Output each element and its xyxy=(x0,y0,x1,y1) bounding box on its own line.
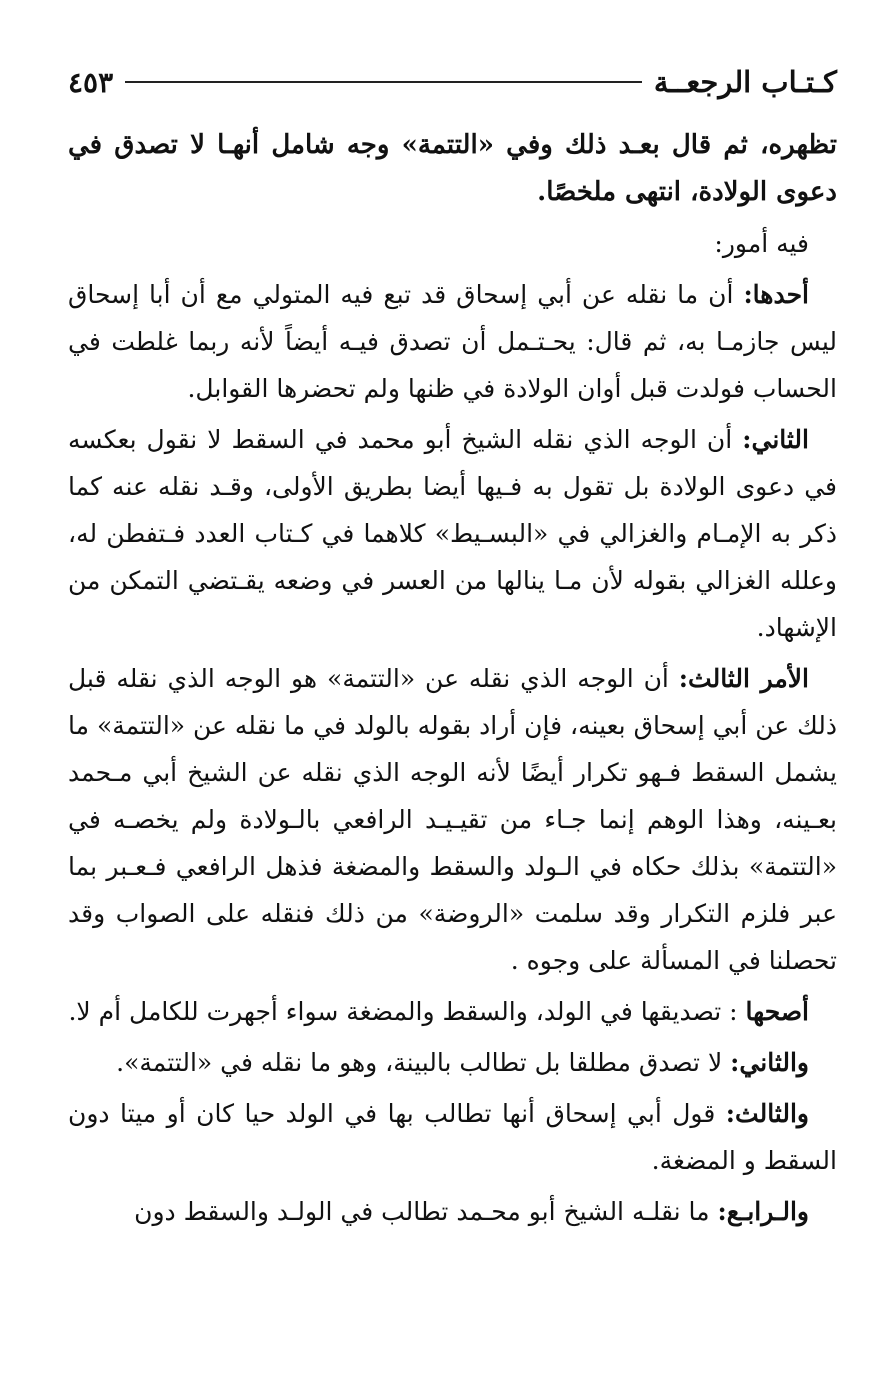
paragraph-lead: أصحها xyxy=(745,997,809,1026)
paragraph-text: أن ما نقله عن أبي إسحاق قد تبع فيه المتولي مع أن أبا إسحاق ليس جازمـا به، ثم قال: يحـتـمل أن تصدق فيـه أيضاً لأنه ربما غلطت في الحساب فولدت قبل أوان الولادة في ظنها ولم تحضرها القوابل. xyxy=(68,280,837,403)
paragraph-third-point xyxy=(68,655,837,984)
paragraph-first-point xyxy=(68,271,837,412)
paragraph-text: أن الوجه الذي نقله عن «التتمة» هو الوجه الذي نقله قبل ذلك عن أبي إسحاق بعينه، فإن أراد بقوله بالولد في ما نقله عن «التتمة» ما يشمل السقط فـهو تكرار أيضًا لأنه الوجه الذي نقله عن الشيخ أبي مـحمد بعـينه، وهذا الوهم إنما جـاء من تقيـيـد الرافعي بالـولادة ولم يخصـه في «التتمة» بذلك حكاه في الـولد والسقط والمضغة فذهل الرافعي فـعـبر بما عبر فلزم التكرار وقد سلمت «الروضة» من ذلك فنقله على الصواب وقد تحصلنا في المسألة على وجوه . xyxy=(68,664,837,975)
paragraph-text: : تصديقها في الولد، والسقط والمضغة سواء أجهرت للكامل أم لا. xyxy=(68,997,746,1026)
paragraph-text: لا تصدق مطلقا بل تطالب بالبينة، وهو ما نقله في «التتمة». xyxy=(116,1048,731,1077)
paragraph-lead: والثاني: xyxy=(730,1048,809,1077)
paragraph-intro: فيه أمور: xyxy=(714,229,809,258)
paragraph-view-four xyxy=(68,1188,837,1235)
paragraph-text: قول أبي إسحاق أنها تطالب بها في الولد حيا كان أو ميتا دون السقط و المضغة. xyxy=(68,1099,837,1175)
paragraph-view-one xyxy=(68,988,837,1035)
paragraph-text: ما نقلـه الشيخ أبو محـمد تطالب في الولـد والسقط دون xyxy=(134,1197,718,1226)
paragraph-view-three xyxy=(68,1090,837,1184)
paragraph-lead: والـرابـع: xyxy=(717,1197,809,1226)
paragraph-view-two xyxy=(68,1039,837,1086)
paragraph-continuation: تظهره، ثم قال بعـد ذلك وفي «التتمة» وجه شامل أنهـا لا تصدق في دعوى الولادة، انتهى ملخصًا. xyxy=(68,130,837,207)
page-number: ٤٥٣ xyxy=(68,65,114,99)
page-body xyxy=(68,122,837,1239)
paragraph-second-point xyxy=(68,416,837,651)
paragraph-text: أن الوجه الذي نقله الشيخ أبو محمد في السقط لا نقول بعكسه في دعوى الولادة بل تقول به فـيها أيضا بطريق الأولى، وقـد نقله عنه كما ذكر به الإمـام والغزالي في «البسـيط» كلاهما في كـتاب العدد فـتفطن له، وعلله الغزالي بقوله لأن مـا ينالها من العسر في وضعه يقـتضي التمكن من الإشهاد. xyxy=(68,425,837,642)
paragraph-lead: أحدها: xyxy=(743,280,809,309)
running-title: كـتـاب الرجعــة xyxy=(653,65,837,99)
page-header xyxy=(68,58,837,106)
paragraph-lead: والثالث: xyxy=(725,1099,809,1128)
paragraph-lead: الثاني: xyxy=(742,425,809,454)
header-rule xyxy=(125,81,642,83)
paragraph-lead: الأمر الثالث: xyxy=(678,664,809,693)
